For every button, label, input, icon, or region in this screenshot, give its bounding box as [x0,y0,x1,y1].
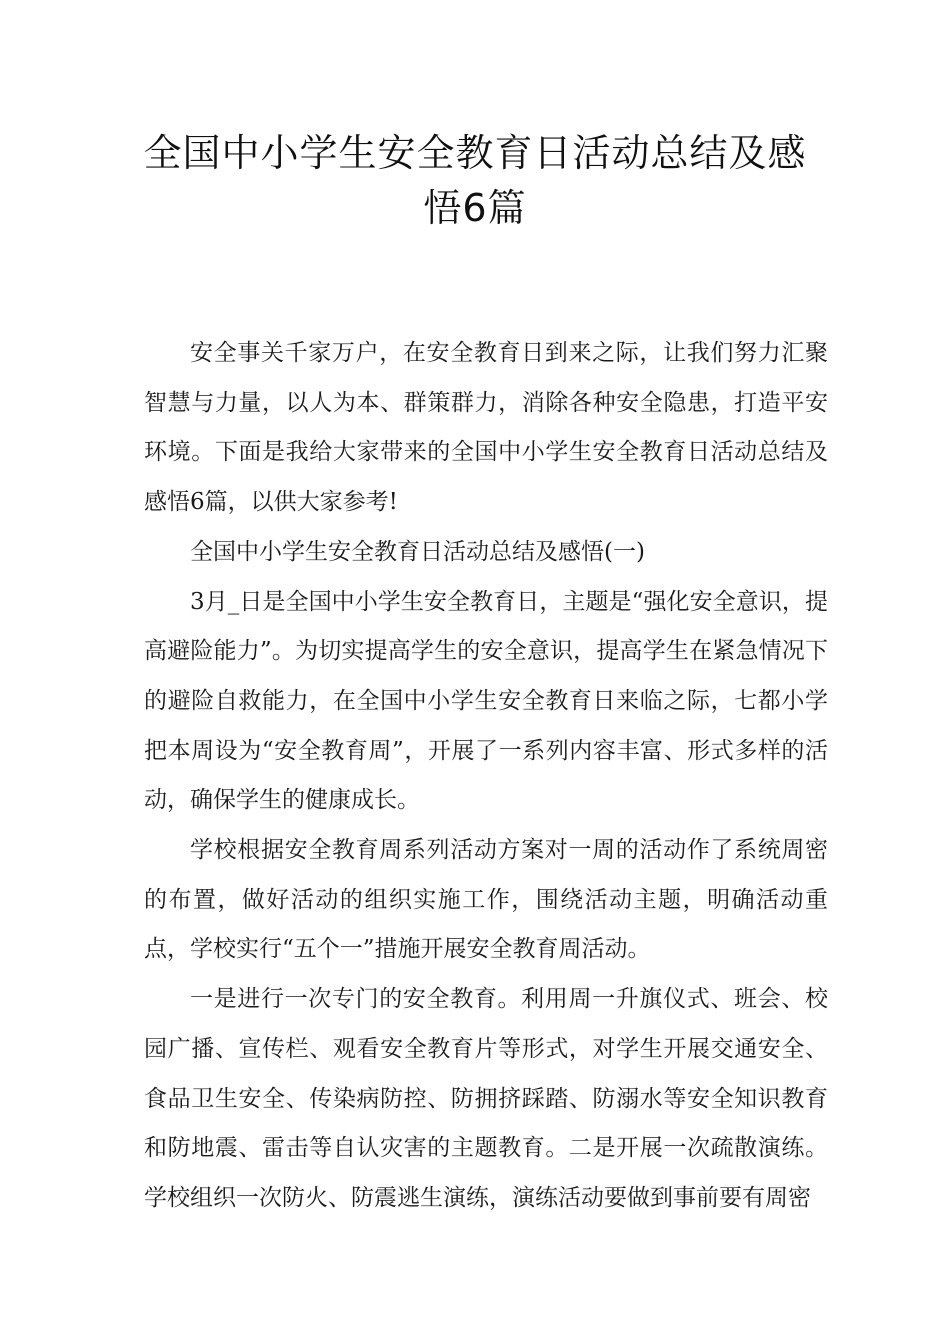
title-line-1: 全国中小学生安全教育日活动总结及感 [143,131,807,175]
intro-paragraph: 安全事关千家万户，在安全教育日到来之际，让我们努力汇聚智慧与力量，以人为本、群策群力，消除各种安全隐患，打造平安环境。下面是我给大家带来的全国中小学生安全教育日活动总结及感悟6篇，以供大家参考! [144,340,828,516]
document-title [140,126,810,236]
section-heading: 全国中小学生安全教育日活动总结及感悟(一) [190,538,645,565]
document-body [144,329,828,1224]
body-paragraph: 3月_日是全国中小学生安全教育日，主题是“强化安全意识，提高避险能力”。为切实提高学生的安全意识，提高学生在紧急情况下的避险自救能力，在全国中小学生安全教育日来临之际，七都小学把本周设为“安全教育周”，开展了一系列内容丰富、形式多样的活动，确保学生的健康成长。 [144,588,828,814]
body-paragraph: 学校根据安全教育周系列活动方案对一周的活动作了系统周密的布置，做好活动的组织实施工作，围绕活动主题，明确活动重点，学校实行“五个一”措施开展安全教育周活动。 [144,837,828,963]
body-paragraph: 一是进行一次专门的安全教育。利用周一升旗仪式、班会、校园广播、宣传栏、观看安全教育片等形式，对学生开展交通安全、食品卫生安全、传染病防控、防拥挤踩踏、防溺水等安全知识教育和防地震、雷击等自认灾害的主题教育。二是开展一次疏散演练。学校组织一次防火、防震逃生演练，演练活动要做到事前要有周密 [144,986,828,1211]
title-line-2: 悟6篇 [423,186,527,230]
